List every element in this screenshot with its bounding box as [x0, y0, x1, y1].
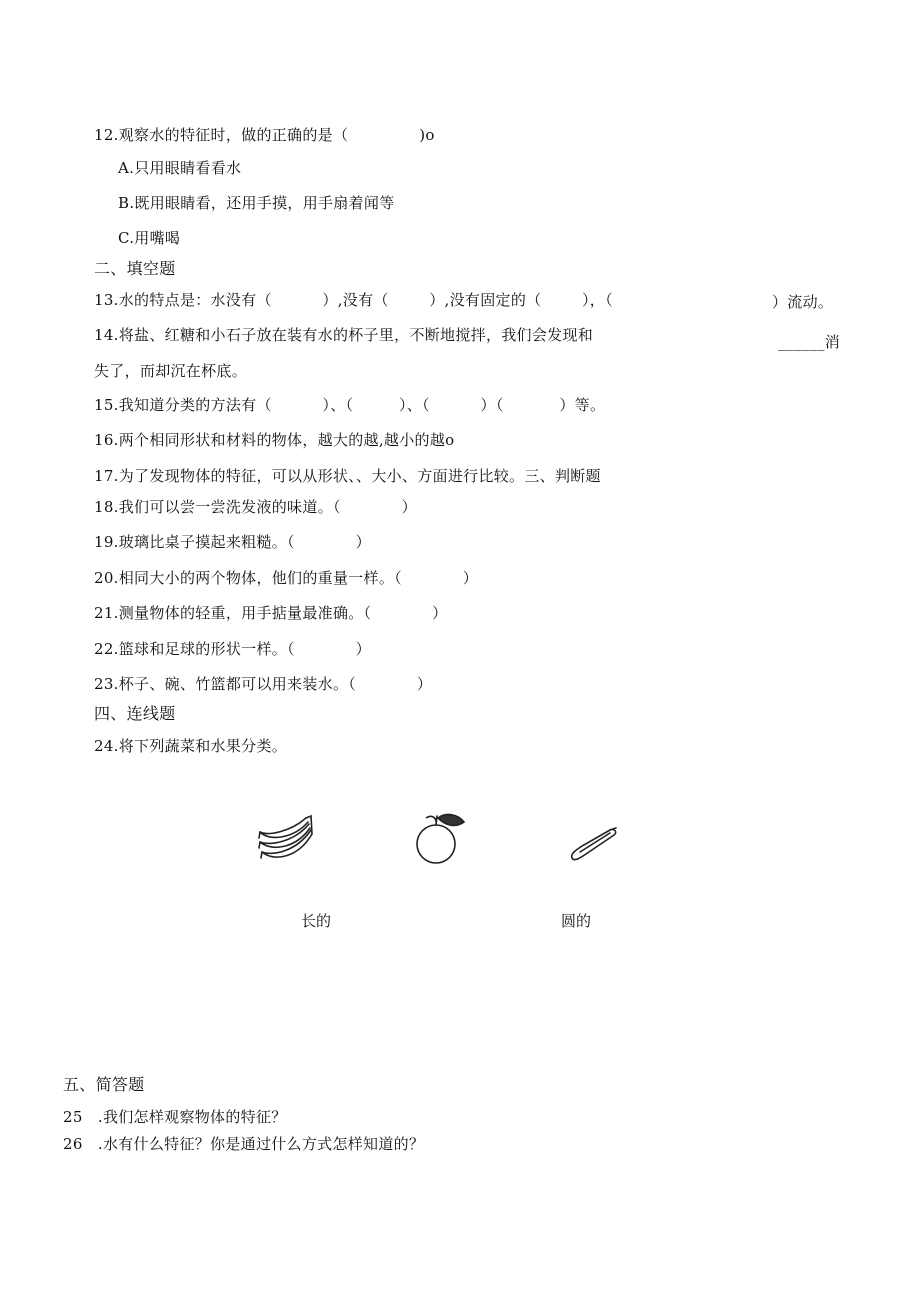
section-4-heading: 四、连线题 [94, 704, 176, 723]
question-20: 20.相同大小的两个物体，他们的重量一样。（ ） [94, 569, 479, 587]
question-12-option-c: C.用嘴喝 [118, 229, 181, 247]
question-21: 21.测量物体的轻重，用手掂量最准确。（ ） [94, 604, 448, 622]
section-2-heading: 二、填空题 [94, 259, 176, 278]
question-22: 22.篮球和足球的形状一样。（ ） [94, 640, 371, 658]
question-12: 12.观察水的特征时，做的正确的是（ )o [94, 126, 435, 144]
question-17: 17.为了发现物体的特征，可以从形状、、大小、方面进行比较。三、判断题 [94, 467, 601, 485]
question-25: 25 .我们怎样观察物体的特征？ [63, 1108, 287, 1126]
question-14-cont: 失了，而却沉在杯底。 [94, 362, 248, 380]
orange-icon [408, 808, 474, 870]
section-5-heading: 五、简答题 [63, 1075, 145, 1094]
question-26: 26 .水有什么特征？你是通过什么方式怎样知道的？ [63, 1135, 425, 1153]
question-23: 23.杯子、碗、竹篮都可以用来装水。（ ） [94, 675, 433, 693]
cucumber-icon [566, 826, 622, 866]
label-long: 长的 [301, 912, 332, 930]
question-15: 15.我知道分类的方法有（ ）、（ ）、（ ）（ ）等。 [94, 396, 606, 414]
question-18: 18.我们可以尝一尝洗发液的味道。（ ） [94, 498, 417, 516]
question-12-option-b: B.既用眼睛看，还用手摸，用手扇着闻等 [118, 194, 395, 212]
question-13: 13.水的特点是：水没有（ ）,没有（ ）,没有固定的（ ），（ [94, 291, 613, 309]
question-14: 14.将盐、红糖和小石子放在装有水的杯子里，不断地搅拌，我们会发现和 [94, 326, 594, 344]
question-24: 24.将下列蔬菜和水果分类。 [94, 737, 288, 755]
banana-icon [254, 812, 316, 868]
question-14-blank: ______消 [778, 333, 841, 351]
question-12-option-a: A.只用眼睛看看水 [118, 159, 242, 177]
label-round: 圆的 [561, 912, 592, 930]
question-16: 16.两个相同形状和材料的物体，越大的越,越小的越o [94, 431, 455, 449]
question-13-end: ）流动。 [772, 293, 834, 311]
question-19: 19.玻璃比桌子摸起来粗糙。（ ） [94, 533, 371, 551]
